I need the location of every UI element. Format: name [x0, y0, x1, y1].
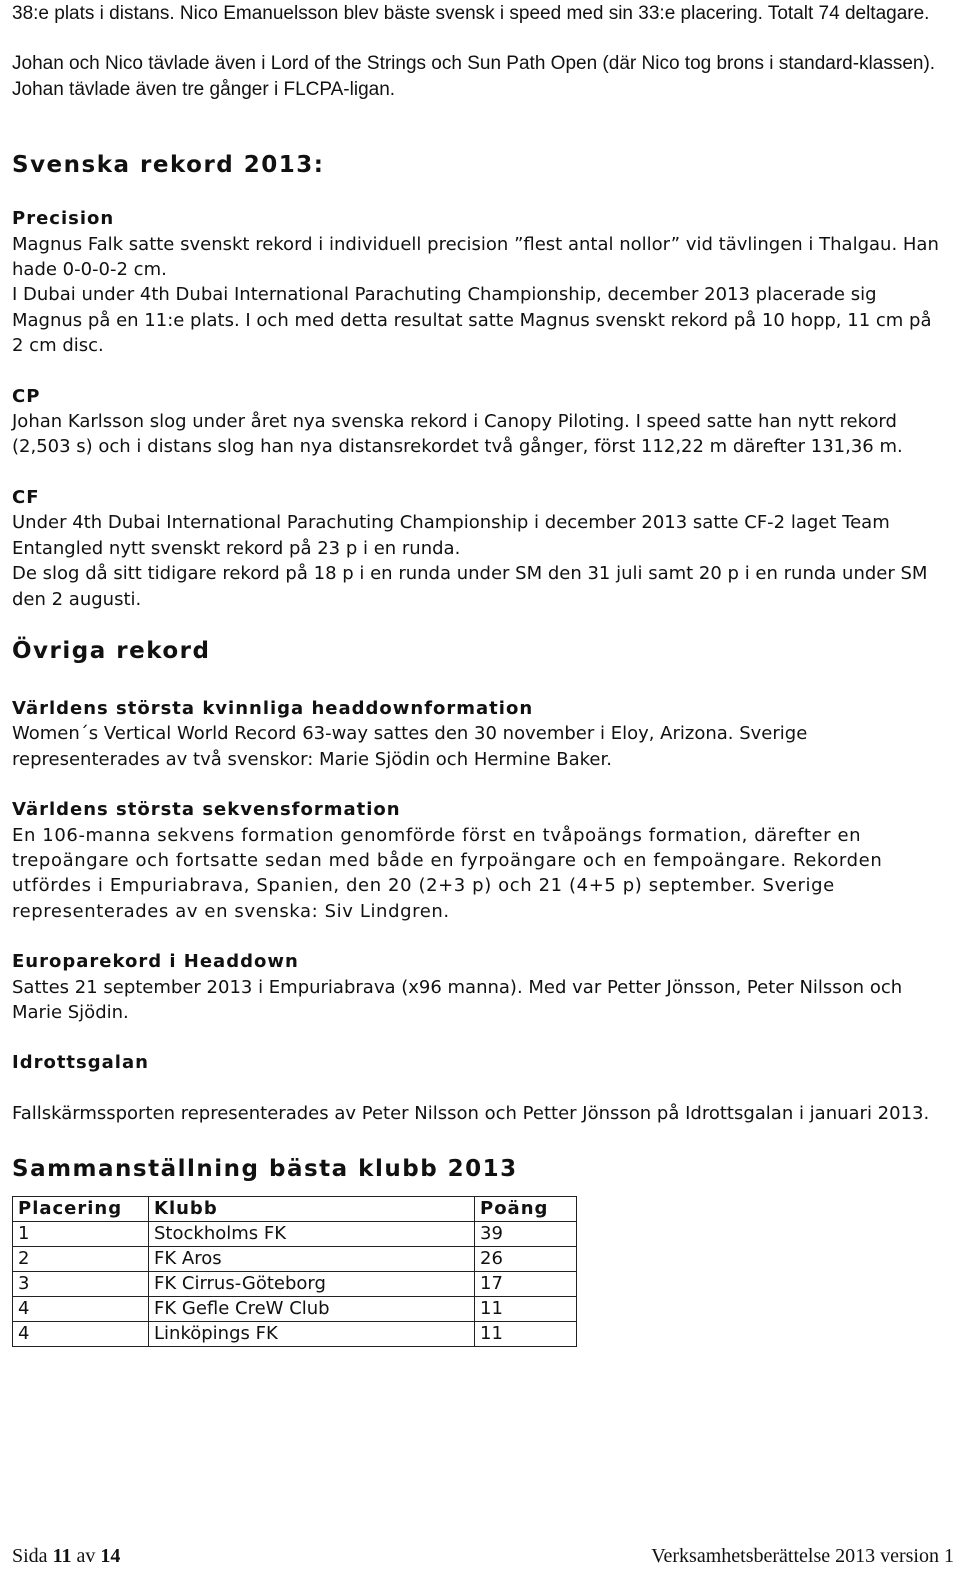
page-number: 11	[52, 1545, 72, 1567]
europarekord-heading: Europarekord i Headdown	[12, 951, 299, 973]
cell-klubb: FK Gefle CreW Club	[149, 1297, 475, 1322]
table-row	[13, 1322, 577, 1347]
section-title-basta-klubb: Sammanställning bästa klubb 2013	[12, 1156, 518, 1183]
header-poang: Poäng	[475, 1197, 577, 1222]
cell-placering: 3	[13, 1272, 149, 1297]
of-label: av	[71, 1545, 101, 1567]
idrottsgalan-heading: Idrottsgalan	[12, 1052, 149, 1074]
cell-poang: 17	[475, 1272, 577, 1297]
idrottsgalan-text: Fallskärmssporten representerades av Peter Nilsson och Petter Jönsson på Idrottsgalan i januari 2013.	[12, 1102, 930, 1124]
kvinnliga-heading: Världens största kvinnliga headdownformation	[12, 697, 534, 719]
intro-paragraph-2: Johan och Nico tävlade även i Lord of the Strings och Sun Path Open (där Nico tog brons i standard-klassen). Johan tävlade även tre gånger i FLCPA-ligan.	[12, 53, 936, 100]
intro-paragraph-1: 38:e plats i distans. Nico Emanuelsson blev bäste svensk i speed med sin 33:e placering. Totalt 74 deltagare.	[12, 3, 930, 24]
precision-heading: Precision	[12, 208, 115, 230]
cell-placering: 4	[13, 1322, 149, 1347]
page-indicator	[12, 1545, 120, 1568]
cell-klubb: Linköpings FK	[149, 1322, 475, 1347]
table-row	[13, 1297, 577, 1322]
precision-text-1: Magnus Falk satte svenskt rekord i individuell precision ”flest antal nollor” vid tävlingen i Thalgau. Han hade 0-0-0-2 cm.	[12, 233, 939, 281]
page-label: Sida	[12, 1545, 53, 1567]
table-row	[13, 1272, 577, 1297]
cell-klubb: FK Aros	[149, 1247, 475, 1272]
cell-klubb: Stockholms FK	[149, 1222, 475, 1247]
europarekord-text: Sattes 21 september 2013 i Empuriabrava (x96 manna). Med var Petter Jönsson, Peter Nilsson och Marie Sjödin.	[12, 976, 903, 1023]
document-page	[12, 0, 948, 1347]
cell-poang: 26	[475, 1247, 577, 1272]
cp-text: Johan Karlsson slog under året nya svenska rekord i Canopy Piloting. I speed satte han nytt rekord (2,503 s) och i distans slog han nya distansrekordet två gånger, först 112,22 m därefter 131,36 m.	[12, 411, 903, 458]
cell-placering: 2	[13, 1247, 149, 1272]
header-placering: Placering	[13, 1197, 149, 1222]
section-title-svenska-rekord: Svenska rekord 2013:	[12, 152, 325, 179]
document-title: Verksamhetsberättelse 2013 version 1	[651, 1545, 954, 1567]
sekvens-text: En 106-manna sekvens formation genomförde först en tvåpoängs formation, därefter en trepoängare och fortsatte sedan med både en fyrpoängare och en fempoängare. Rekorden utfördes i Empuriabrava, Spanien, den 20 (2+3 p) och 21 (4+5 p) september. Sverige representerades av en svenska: Siv Lindgren.	[12, 824, 883, 922]
cf-heading: CF	[12, 486, 40, 508]
table-header-row	[13, 1197, 577, 1222]
club-ranking-table	[12, 1196, 577, 1347]
sekvens-heading: Världens största sekvensformation	[12, 799, 401, 821]
cf-text-2: De slog då sitt tidigare rekord på 18 p i en runda under SM den 31 juli samt 20 p i en runda under SM den 2 augusti.	[12, 563, 928, 610]
page-footer	[12, 1545, 954, 1573]
table-row	[13, 1247, 577, 1272]
cell-placering: 1	[13, 1222, 149, 1247]
header-klubb: Klubb	[149, 1197, 475, 1222]
cell-placering: 4	[13, 1297, 149, 1322]
cell-poang: 11	[475, 1297, 577, 1322]
kvinnliga-text: Women´s Vertical World Record 63-way sattes den 30 november i Eloy, Arizona. Sverige representerades av två svenskor: Marie Sjödin och Hermine Baker.	[12, 723, 808, 770]
section-title-ovriga-rekord: Övriga rekord	[12, 637, 211, 664]
cell-poang: 11	[475, 1322, 577, 1347]
cp-heading: CP	[12, 385, 41, 407]
cell-klubb: FK Cirrus-Göteborg	[149, 1272, 475, 1297]
page-total: 14	[100, 1545, 121, 1567]
precision-text-2: I Dubai under 4th Dubai International Parachuting Championship, december 2013 placerade sig Magnus på en 11:e plats. I och med detta resultat satte Magnus svenskt rekord på 10 hopp, 11 cm på 2 cm disc.	[12, 284, 932, 357]
table-row	[13, 1222, 577, 1247]
cf-text-1: Under 4th Dubai International Parachuting Championship i december 2013 satte CF-2 laget Team Entangled nytt svenskt rekord på 23 p i en runda.	[12, 512, 890, 559]
cell-poang: 39	[475, 1222, 577, 1247]
